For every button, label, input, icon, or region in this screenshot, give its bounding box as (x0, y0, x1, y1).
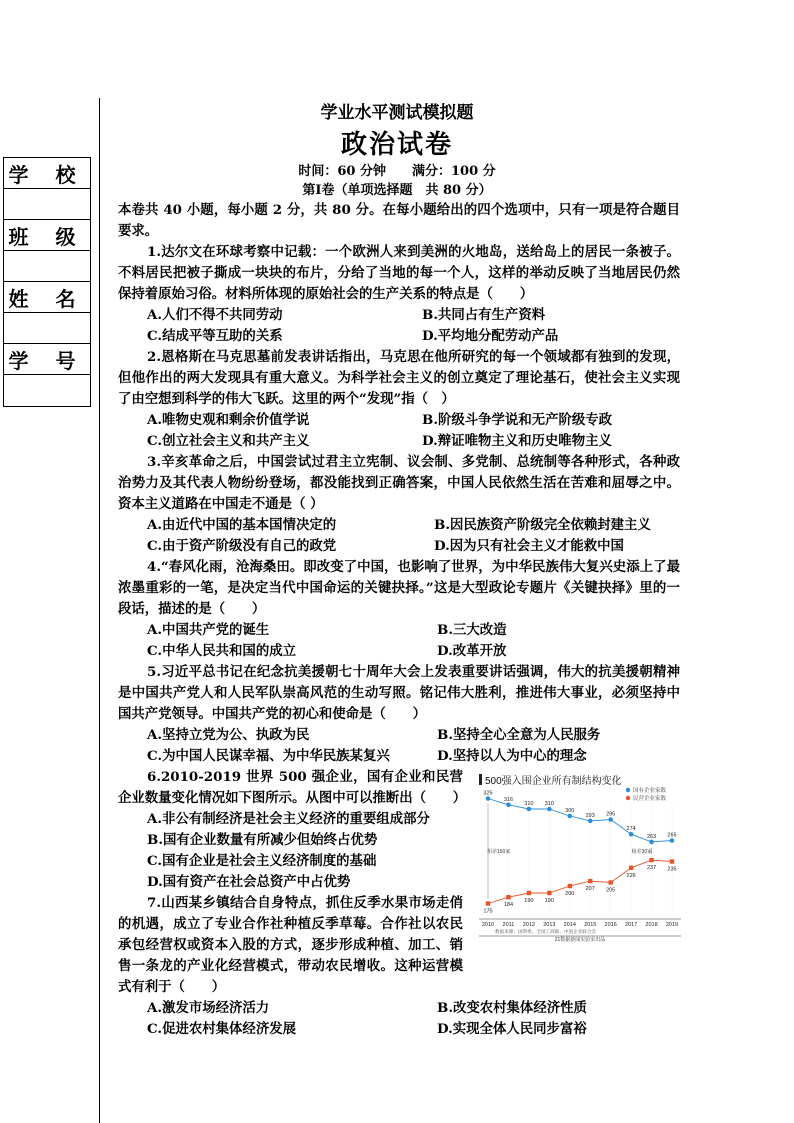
question-3-options (118, 515, 680, 557)
data-label: 274 (626, 826, 636, 833)
data-point (568, 884, 572, 888)
data-point (567, 814, 572, 819)
data-point (486, 796, 491, 801)
option-c[interactable]: C.中华人民共和国的成立 (147, 643, 296, 659)
x-tick-label: 2017 (624, 922, 638, 928)
question-1-options (118, 305, 680, 347)
data-point (486, 901, 490, 905)
option-d[interactable]: D.实现全体人民同步富裕 (437, 1021, 587, 1037)
legend-marker-1 (626, 796, 630, 800)
data-point (588, 819, 593, 824)
x-tick-label: 2019 (665, 922, 679, 928)
data-point (670, 838, 675, 843)
question-5-stem: 5.习近平总书记在纪念抗美援朝七十周年大会上发表重要讲话强调，伟大的抗美援朝精神是中国共产党人和人民军队崇高风范的生动写照。铭记伟大胜利，推进伟大事业，必须坚持中国共产党领导。中国共产党的初心和使命是（ ） (118, 664, 680, 722)
chart-credit: 21数据新闻实验室出品 (554, 937, 606, 942)
option-c[interactable]: C.国有企业是社会主义经济制度的基础 (147, 853, 377, 869)
option-c[interactable]: C.由于资产阶级没有自己的政党 (147, 538, 337, 554)
student-id-field[interactable] (4, 375, 90, 406)
data-label: 295 (606, 811, 616, 818)
data-point (629, 866, 633, 870)
name-field[interactable] (4, 313, 90, 344)
data-label: 316 (503, 796, 514, 803)
option-c[interactable]: C.结成平等互助的关系 (147, 328, 283, 344)
option-c[interactable]: C.为中国人民谋幸福、为中华民族某复兴 (147, 748, 390, 764)
option-c[interactable]: C.创立社会主义和共产主义 (147, 433, 310, 449)
x-tick-label: 2010 (481, 922, 495, 928)
section-heading: 第Ⅰ卷（单项选择题 共 80 分） (302, 183, 492, 198)
option-d[interactable]: D.改革开放 (437, 643, 507, 659)
data-label: 190 (544, 898, 554, 904)
question-4-options (118, 620, 680, 662)
option-d[interactable]: D.因为只有社会主义才能救中国 (434, 538, 624, 554)
data-point (588, 879, 592, 883)
name-label: 姓 名 (4, 282, 90, 313)
option-c[interactable]: C.促进农村集体经济发展 (147, 1021, 296, 1037)
gap-label-start: 相差150家 (487, 849, 511, 855)
option-a[interactable]: A.由近代中国的基本国情决定的 (147, 517, 337, 533)
data-label: 235 (667, 866, 677, 873)
legend-label-0: 国有企业家数 (633, 788, 667, 794)
data-label: 310 (524, 801, 534, 807)
option-a[interactable]: A.激发市场经济活力 (147, 1000, 270, 1016)
question-3-stem: 3.辛亥革命之后，中国尝试过君主立宪制、议会制、多党制、总统制等各种形式，各种政治势力及其代表人物纷纷登场，都没能找到正确答案，中国人民依然生活在苦难和屈辱之中。资本主义道路在中国走不通是（ ） (118, 454, 680, 512)
data-label: 237 (646, 865, 657, 872)
data-point (547, 807, 552, 812)
data-point (506, 803, 511, 808)
data-label: 300 (565, 808, 575, 814)
student-id-label: 学 号 (4, 344, 90, 375)
class-field[interactable] (4, 251, 90, 282)
data-point (608, 880, 612, 884)
x-tick-label: 2012 (522, 922, 536, 928)
data-label: 175 (483, 908, 493, 915)
data-point (649, 840, 654, 845)
series-line-0 (488, 796, 672, 842)
data-label: 265 (667, 832, 677, 839)
data-point (629, 832, 634, 837)
question-2-stem: 2.恩格斯在马克思墓前发表讲话指出，马克思在他所研究的每一个领域都有独到的发现，但他作出的两大发现具有重大意义。为科学社会主义的创立奠定了理论基石，使社会主义实现了由空想到科学的伟大飞跃。这里的两个“发现”指（ ） (118, 349, 680, 407)
data-label: 226 (626, 872, 636, 879)
option-b[interactable]: B.改变农村集体经济性质 (437, 1000, 587, 1016)
data-label: 207 (585, 886, 595, 893)
option-d[interactable]: D.辩证唯物主义和历史唯物主义 (422, 433, 612, 449)
option-a[interactable]: A.非公有制经济是社会主义经济的重要组成部分 (147, 811, 430, 827)
option-d[interactable]: D.坚持以人为中心的理念 (437, 748, 587, 764)
data-label: 325 (483, 790, 493, 797)
x-tick-label: 2013 (543, 922, 556, 928)
student-info-box (3, 157, 91, 407)
question-7-stem: 7.山西某乡镇结合自身特点，抓住反季水果市场走俏的机遇，成立了专业合作社种植反季草莓。合作社以农民承包经营权或资本入股的方式，逐步形成种植、加工、销售一条龙的产业化经营模式，带动农民增收。这种运营模式有利于（ ） (118, 895, 463, 995)
option-b[interactable]: B.国有企业数量有所减少但始终占优势 (147, 832, 378, 848)
data-point (506, 895, 510, 899)
exam-subtitle: 学业水平测试模拟题 (320, 103, 474, 123)
option-a[interactable]: A.坚持立党为公、执政为民 (147, 727, 310, 743)
x-tick-label: 2015 (584, 922, 597, 928)
exam-title: 政治试卷 (340, 130, 453, 160)
question-1-stem: 1.达尔文在环球考察中记载：一个欧洲人来到美洲的火地岛，送给岛上的居民一条被子。不料居民把被子撕成一块块的布片，分给了当地的每一个人，这样的举动反映了当地居民仍然保持着原始习俗。材料所体现的原始社会的生产关系的特点是（ ） (118, 244, 680, 302)
option-b[interactable]: B.共同占有生产资料 (422, 307, 546, 323)
chart-svg (475, 772, 685, 942)
question-7-options (118, 998, 680, 1040)
option-b[interactable]: B.因民族资产阶级完全依赖封建主义 (434, 517, 651, 533)
time-score-line: 时间：60 分钟 满分：100 分 (298, 164, 496, 179)
data-label: 310 (544, 801, 554, 807)
legend-label-1: 民营企业家数 (633, 796, 667, 802)
x-tick-label: 2018 (645, 922, 658, 928)
question-2-options (118, 410, 680, 452)
data-label: 184 (503, 902, 514, 909)
data-point (670, 859, 674, 863)
school-field[interactable] (4, 189, 90, 220)
option-d[interactable]: D.国有资产在社会总资产中占优势 (147, 874, 351, 890)
data-point (608, 817, 613, 822)
data-point (547, 891, 551, 895)
option-d[interactable]: D.平均地分配劳动产品 (422, 328, 559, 344)
data-point (527, 891, 531, 895)
data-label: 205 (606, 887, 616, 894)
question-5-options (118, 725, 680, 767)
question-6-stem: 6.2010-2019 世界 500 强企业，国有企业和民营企业数量变化情况如下图所示。从图中可以推断出（ ） (118, 769, 467, 806)
x-tick-label: 2014 (563, 922, 576, 928)
option-a[interactable]: A.中国共产党的诞生 (147, 622, 270, 638)
chart-title: 500强入围企业所有制结构变化 (485, 776, 622, 787)
option-a[interactable]: A.人们不得不共同劳动 (147, 307, 283, 323)
gap-label-end: 相差30家 (631, 849, 653, 855)
chart-title-marker (479, 774, 482, 785)
instructions: 本卷共 40 小题，每小题 2 分，共 80 分。在每小题给出的四个选项中，只有一项是符合题目要求。 (118, 202, 680, 239)
option-b[interactable]: B.坚持全心全意为人民服务 (437, 727, 601, 743)
option-b[interactable]: B.阶级斗争学说和无产阶级专政 (422, 412, 613, 428)
legend-marker-0 (626, 788, 630, 792)
margin-divider-line (99, 98, 100, 1123)
option-a[interactable]: A.唯物史观和剩余价值学说 (147, 412, 310, 428)
class-label: 班 级 (4, 220, 90, 251)
series-line-1 (488, 860, 672, 903)
data-point (649, 858, 653, 862)
question-4-stem: 4.“春风化雨，沧海桑田。即改变了中国，也影响了世界，为中华民族伟大复兴史添上了最浓墨重彩的一笔，是决定当代中国命运的关键抉择。”这是大型政论专题片《关键抉择》里的一段话，描述的是（ ） (118, 559, 680, 617)
data-point (527, 807, 532, 812)
chart-source-note: 数据来源：国资委、全国工商联、中国企业联合会 (495, 929, 597, 934)
data-label: 263 (646, 833, 657, 840)
option-b[interactable]: B.三大改造 (437, 622, 507, 638)
data-label: 190 (524, 898, 534, 904)
enterprise-structure-chart (475, 772, 685, 942)
data-label: 293 (585, 812, 595, 819)
data-label: 200 (565, 891, 575, 897)
x-tick-label: 2016 (604, 922, 617, 928)
x-tick-label: 2011 (502, 922, 515, 928)
school-label: 学 校 (4, 158, 90, 189)
